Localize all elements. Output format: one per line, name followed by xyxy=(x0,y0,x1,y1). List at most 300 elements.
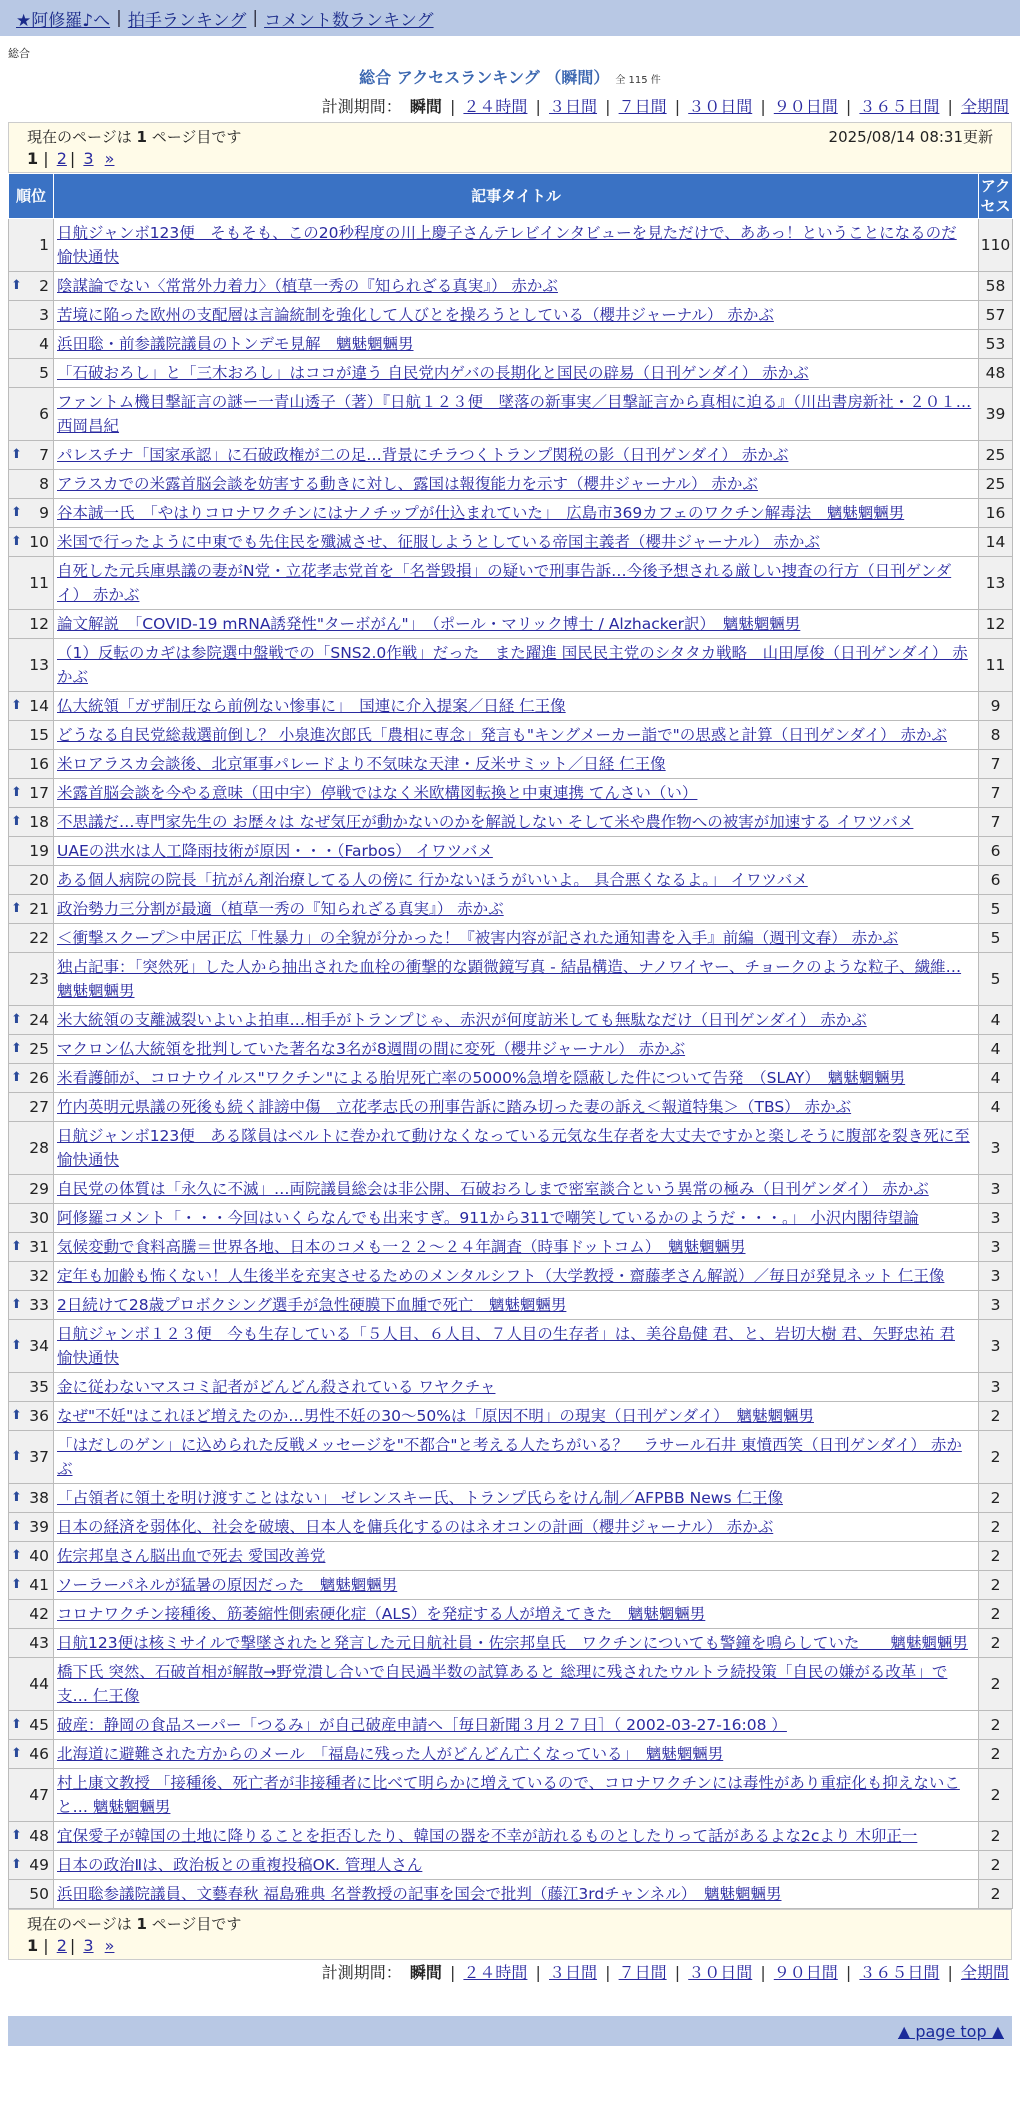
page-title-text: 総合 アクセスランキング （瞬間） xyxy=(359,68,610,87)
rank-number: 6 xyxy=(39,405,49,423)
access-count: 7 xyxy=(979,808,1013,837)
rank-number: 39 xyxy=(29,1518,49,1536)
page-prefix: 現在のページは xyxy=(27,128,132,146)
rank-number: 15 xyxy=(29,726,49,744)
period-separator: | xyxy=(674,97,681,116)
period-separator: | xyxy=(674,1963,681,1982)
rank-number: 5 xyxy=(39,364,49,382)
title-cell xyxy=(54,1204,979,1233)
rank-cell xyxy=(9,1402,54,1431)
article-link[interactable]: ソーラーパネルが猛暑の原因だった 魑魅魍魎男 xyxy=(57,1576,398,1594)
pager-top: 1 | 2 | 3 » xyxy=(27,149,115,168)
table-row xyxy=(9,1035,1013,1064)
rank-number: 7 xyxy=(39,446,49,464)
access-count: 4 xyxy=(979,1006,1013,1035)
title-cell xyxy=(54,441,979,470)
up-arrow-icon: ⬆ xyxy=(11,1041,22,1056)
article-link[interactable]: 気候変動で食料高騰＝世界各地、日本のコメも一２２～２４年調査（時事ドットコム） 魑魅魍魎男 xyxy=(57,1238,746,1256)
article-link[interactable]: 村上康文教授 「接種後、死亡者が非接種者に比べて明らかに増えているので、コロナワクチンには毒性があり重症化も抑えないこと… 魑魅魍魎男 xyxy=(57,1774,960,1816)
rank-number: 33 xyxy=(29,1296,49,1314)
article-link[interactable]: どうなる自民党総裁選前倒し？ 小泉進次郎氏「農相に専念」発言も"キングメーカー詣で"の思惑と計算（日刊ゲンダイ） 赤かぶ xyxy=(57,726,947,744)
title-cell xyxy=(54,953,979,1006)
access-count: 110 xyxy=(979,219,1013,272)
rank-number: 19 xyxy=(29,842,49,860)
title-cell xyxy=(54,1431,979,1484)
period-separator: | xyxy=(760,97,766,116)
header-rank: 順位 xyxy=(9,174,54,219)
table-row xyxy=(9,808,1013,837)
table-row xyxy=(9,219,1013,272)
page-title xyxy=(0,65,1020,88)
rank-number: 41 xyxy=(29,1576,49,1594)
rank-cell xyxy=(9,388,54,441)
article-link[interactable]: 橋下氏 突然、石破首相が解散→野党潰し合いで自民過半数の試算あると 総理に残されたウルトラ続投策「自民の嫌がる改革」で支… 仁王像 xyxy=(57,1663,948,1705)
access-count: 3 xyxy=(979,1262,1013,1291)
rank-cell xyxy=(9,837,54,866)
rank-number: 3 xyxy=(39,306,49,324)
title-cell xyxy=(54,692,979,721)
table-row xyxy=(9,721,1013,750)
table-row xyxy=(9,1851,1013,1880)
rank-number: 13 xyxy=(29,656,49,674)
article-link[interactable]: 谷本誠一氏 「やはりコロナワクチンにはナノチップが仕込まれていた」 広島市369カフェのワクチン解毒法 魑魅魍魎男 xyxy=(57,504,905,522)
rank-number: 37 xyxy=(29,1448,49,1466)
pager-page-3[interactable]: 3 xyxy=(83,1936,94,1955)
access-count: 53 xyxy=(979,330,1013,359)
up-arrow-icon: ⬆ xyxy=(11,1408,22,1423)
rank-cell xyxy=(9,1006,54,1035)
access-count: 2 xyxy=(979,1769,1013,1822)
title-cell xyxy=(54,499,979,528)
period-24h[interactable]: ２４時間 xyxy=(463,1963,528,1982)
table-row xyxy=(9,895,1013,924)
title-cell xyxy=(54,1822,979,1851)
access-count: 3 xyxy=(979,1122,1013,1175)
title-cell xyxy=(54,1600,979,1629)
period-separator: | xyxy=(535,1963,541,1982)
access-count: 7 xyxy=(979,779,1013,808)
article-link[interactable]: 米国で行ったように中東でも先住民を殲滅させ、征服しようとしている帝国主義者（櫻井ジャーナル） 赤かぶ xyxy=(57,533,820,551)
period-separator: | xyxy=(947,1963,953,1982)
period-30d[interactable]: ３０日間 xyxy=(688,97,753,116)
rank-cell xyxy=(9,610,54,639)
article-link[interactable]: 「石破おろし」と「三木おろし」はココが違う 自民党内ゲバの長期化と国民の辟易（日刊ゲンダイ） 赤かぶ xyxy=(57,364,809,382)
period-separator: | xyxy=(845,97,852,116)
ranking-table xyxy=(8,173,1013,1909)
article-link[interactable]: 金に従わないマスコミ記者がどんどん殺されている ワヤクチャ xyxy=(57,1378,496,1396)
article-link[interactable]: なぜ"不妊"はこれほど増えたのか…男性不妊の30～50%は「原因不明」の現実（日刊ゲンダイ） 魑魅魍魎男 xyxy=(57,1407,814,1425)
period-current: 瞬間 xyxy=(409,1963,442,1982)
pager-bottom: 1 | 2 | 3 » xyxy=(27,1936,115,1955)
rank-cell xyxy=(9,557,54,610)
rank-number: 49 xyxy=(29,1856,49,1874)
table-row xyxy=(9,1658,1013,1711)
rank-cell xyxy=(9,1711,54,1740)
rank-cell xyxy=(9,1600,54,1629)
up-arrow-icon: ⬆ xyxy=(11,1857,22,1872)
table-row xyxy=(9,441,1013,470)
article-link[interactable]: 米看護師が、コロナウイルス"ワクチン"による胎児死亡率の5000%急増を隠蔽した件について告発 （SLAY） 魑魅魍魎男 xyxy=(57,1069,906,1087)
title-cell xyxy=(54,1093,979,1122)
rank-cell xyxy=(9,1571,54,1600)
article-link[interactable]: ある個人病院の院長「抗がん剤治療してる人の傍に 行かないほうがいいよ。 具合悪くなるよ。」 イワツバメ xyxy=(57,871,808,889)
title-cell xyxy=(54,837,979,866)
period-separator: | xyxy=(845,1963,852,1982)
article-link[interactable]: 日航ジャンボ123便 そもそも、この20秒程度の川上慶子さんテレビインタビューを見ただけで、ああっ！ということになるのだ 愉快通快 xyxy=(57,224,957,266)
period-label: 計測期間： xyxy=(321,97,402,116)
rank-number: 22 xyxy=(29,929,49,947)
period-selector-bottom xyxy=(0,1962,1012,1984)
rank-number: 32 xyxy=(29,1267,49,1285)
article-link[interactable]: （1）反転のカギは参院選中盤戦での「SNS2.0作戦」だった また躍進 国民民主党のシタタカ戦略 山田厚俊（日刊ゲンダイ） 赤かぶ xyxy=(57,644,968,686)
table-row xyxy=(9,1402,1013,1431)
table-row xyxy=(9,1431,1013,1484)
table-row xyxy=(9,1484,1013,1513)
period-365d[interactable]: ３６５日間 xyxy=(859,1963,940,1982)
rank-number: 29 xyxy=(29,1180,49,1198)
rank-cell xyxy=(9,1320,54,1373)
article-link[interactable]: 2日続けて28歳プロボクシング選手が急性硬膜下血腫で死亡 魑魅魍魎男 xyxy=(57,1296,567,1314)
article-link[interactable]: 日航123便は核ミサイルで撃墜されたと発言した元日航社員・佐宗邦皇氏 ワクチンについても警鐘を鳴らしていた 魑魅魍魎男 xyxy=(57,1634,968,1652)
rank-cell xyxy=(9,1513,54,1542)
header-access: アクセス xyxy=(979,174,1013,219)
rank-number: 17 xyxy=(29,784,49,802)
table-header xyxy=(9,174,1013,219)
title-cell xyxy=(54,1373,979,1402)
rank-cell xyxy=(9,1658,54,1711)
up-arrow-icon: ⬆ xyxy=(11,1490,22,1505)
rank-number: 1 xyxy=(39,236,49,254)
article-link[interactable]: 不思議だ…専門家先生の お歴々は なぜ気圧が動かないのかを解説しない そして米や農作物への被害が加速する イワツバメ xyxy=(57,813,914,831)
access-count: 6 xyxy=(979,866,1013,895)
article-link[interactable]: UAEの洪水は人工降雨技術が原因・・・（Farbos） イワツバメ xyxy=(57,842,493,860)
article-link[interactable]: 自民党の体質は「永久に不滅」…両院議員総会は非公開、石破おろしまで密室談合という異常の極み（日刊ゲンダイ） 赤かぶ xyxy=(57,1180,929,1198)
rank-number: 43 xyxy=(29,1634,49,1652)
current-page-text xyxy=(27,1914,241,1934)
article-link[interactable]: アラスカでの米露首脳会談を妨害する動きに対し、露国は報復能力を示す（櫻井ジャーナル） 赤かぶ xyxy=(57,475,758,493)
period-90d[interactable]: ９０日間 xyxy=(773,1963,838,1982)
period-7d[interactable]: ７日間 xyxy=(618,97,667,116)
access-count: 2 xyxy=(979,1740,1013,1769)
up-arrow-icon: ⬆ xyxy=(11,447,22,462)
article-link[interactable]: 浜田聡参議院議員、文藝春秋 福島雅典 名誉教授の記事を国会で批判（藤江3rdチャンネル） 魑魅魍魎男 xyxy=(57,1885,782,1903)
rank-number: 38 xyxy=(29,1489,49,1507)
access-count: 16 xyxy=(979,499,1013,528)
rank-number: 4 xyxy=(39,335,49,353)
title-cell xyxy=(54,895,979,924)
rank-cell xyxy=(9,499,54,528)
rank-cell xyxy=(9,1204,54,1233)
page-suffix: ページ目です xyxy=(151,128,242,146)
rank-cell xyxy=(9,1291,54,1320)
rank-cell xyxy=(9,1233,54,1262)
table-row xyxy=(9,1093,1013,1122)
access-count: 8 xyxy=(979,721,1013,750)
up-arrow-icon: ⬆ xyxy=(11,1548,22,1563)
article-link[interactable]: コロナワクチン接種後、筋萎縮性側索硬化症（ALS）を発症する人が増えてきた 魑魅魍魎男 xyxy=(57,1605,706,1623)
access-count: 57 xyxy=(979,301,1013,330)
rank-number: 21 xyxy=(29,900,49,918)
period-separator: | xyxy=(760,1963,766,1982)
rank-cell xyxy=(9,1122,54,1175)
table-row xyxy=(9,866,1013,895)
period-90d[interactable]: ９０日間 xyxy=(773,97,838,116)
rank-number: 11 xyxy=(29,574,49,592)
article-link[interactable]: ファントム機目撃証言の謎ー一青山透子（著）『日航１２３便 墜落の新事実／目撃証言から真相に迫る』（川出書房新社・２０１… 西岡昌紀 xyxy=(57,393,972,435)
article-link[interactable]: 仏大統領「ガザ制圧なら前例ない惨事に」 国連に介入提案／日経 仁王像 xyxy=(57,697,566,715)
period-3d[interactable]: ３日間 xyxy=(549,97,598,116)
access-count: 9 xyxy=(979,692,1013,721)
rank-cell xyxy=(9,272,54,301)
article-link[interactable]: 宜保愛子が韓国の土地に降りることを拒否したり、韓国の器を不幸が訪れるものとしたりって話があるよな2cより 木卯正一 xyxy=(57,1827,918,1845)
rank-cell xyxy=(9,528,54,557)
rank-number: 10 xyxy=(29,533,49,551)
title-cell xyxy=(54,1291,979,1320)
up-arrow-icon: ⬆ xyxy=(11,698,22,713)
title-cell xyxy=(54,470,979,499)
pager-page-3[interactable]: 3 xyxy=(83,149,94,168)
article-link[interactable]: 佐宗邦皇さん脳出血で死去 愛国改善党 xyxy=(57,1547,326,1565)
up-arrow-icon: ⬆ xyxy=(11,534,22,549)
period-separator: | xyxy=(449,97,456,116)
pager-current: 1 xyxy=(27,1936,39,1955)
access-count: 2 xyxy=(979,1542,1013,1571)
article-link[interactable]: 「占領者に領土を明け渡すことはない」 ゼレンスキー氏、トランプ氏らをけん制／AFPBB News 仁王像 xyxy=(57,1489,783,1507)
table-row xyxy=(9,1769,1013,1822)
rank-cell xyxy=(9,359,54,388)
up-arrow-icon: ⬆ xyxy=(11,1717,22,1732)
table-row xyxy=(9,1064,1013,1093)
rank-cell xyxy=(9,1262,54,1291)
title-cell xyxy=(54,330,979,359)
article-link[interactable]: パレスチナ「国家承認」に石破政権が二の足…背景にチラつくトランプ関税の影（日刊ゲンダイ） 赤かぶ xyxy=(57,446,789,464)
table-row xyxy=(9,301,1013,330)
table-row xyxy=(9,1880,1013,1909)
title-cell xyxy=(54,1175,979,1204)
table-row xyxy=(9,388,1013,441)
title-cell xyxy=(54,1851,979,1880)
rank-cell xyxy=(9,1880,54,1909)
article-link[interactable]: 竹内英明元県議の死後も続く誹謗中傷 立花孝志氏の刑事告訴に踏み切った妻の訴え＜報道特集＞（TBS） 赤かぶ xyxy=(57,1098,852,1116)
rank-number: 48 xyxy=(29,1827,49,1845)
title-cell xyxy=(54,1571,979,1600)
table-row xyxy=(9,779,1013,808)
page-number: 1 xyxy=(136,1915,147,1933)
article-link[interactable]: 論文解説 「COVID-19 mRNA誘発性"ターボがん"」 （ポール・マリック博士 / Alzhacker訳） 魑魅魍魎男 xyxy=(57,615,801,633)
rank-cell xyxy=(9,1769,54,1822)
table-row xyxy=(9,359,1013,388)
title-cell xyxy=(54,359,979,388)
title-cell xyxy=(54,1711,979,1740)
rank-number: 23 xyxy=(29,970,49,988)
table-row xyxy=(9,837,1013,866)
article-link[interactable]: 北海道に避難された方からのメール 「福島に残った人がどんどん亡くなっている」 魑魅魍魎男 xyxy=(57,1745,724,1763)
title-cell xyxy=(54,1122,979,1175)
access-count: 5 xyxy=(979,953,1013,1006)
rank-number: 34 xyxy=(29,1337,49,1355)
rank-cell xyxy=(9,750,54,779)
table-row xyxy=(9,330,1013,359)
title-cell xyxy=(54,808,979,837)
title-cell xyxy=(54,301,979,330)
period-30d[interactable]: ３０日間 xyxy=(688,1963,753,1982)
access-count: 2 xyxy=(979,1600,1013,1629)
access-count: 58 xyxy=(979,272,1013,301)
title-cell xyxy=(54,388,979,441)
article-link[interactable]: 定年も加齢も怖くない！人生後半を充実させるためのメンタルシフト（大学教授・齋藤孝さん解説）／毎日が発見ネット 仁王像 xyxy=(57,1267,945,1285)
period-all[interactable]: 全期間 xyxy=(960,1963,1009,1982)
table-row xyxy=(9,528,1013,557)
rank-cell xyxy=(9,441,54,470)
access-count: 39 xyxy=(979,388,1013,441)
access-count: 6 xyxy=(979,837,1013,866)
access-count: 11 xyxy=(979,639,1013,692)
page-number: 1 xyxy=(136,128,147,146)
article-link[interactable]: 破産：静岡の食品スーパー「つるみ」が自己破産申請へ［毎日新聞３月２７日］（ 2002-03-27-16:08 ） xyxy=(57,1716,787,1734)
access-count: 25 xyxy=(979,441,1013,470)
access-count: 3 xyxy=(979,1175,1013,1204)
header-title: 記事タイトル xyxy=(54,174,979,219)
article-link[interactable]: 米露首脳会談を今やる意味（田中宇）停戦ではなく米欧構図転換と中東連携 てんさい（い） xyxy=(57,784,698,802)
table-row xyxy=(9,1740,1013,1769)
title-cell xyxy=(54,1513,979,1542)
rank-number: 36 xyxy=(29,1407,49,1425)
title-cell xyxy=(54,1064,979,1093)
title-cell xyxy=(54,1740,979,1769)
article-link[interactable]: 日本の経済を弱体化、社会を破壊、日本人を傭兵化するのはネオコンの計画（櫻井ジャーナル） 赤かぶ xyxy=(57,1518,774,1536)
table-row xyxy=(9,1122,1013,1175)
access-count: 2 xyxy=(979,1629,1013,1658)
title-cell xyxy=(54,610,979,639)
period-separator: | xyxy=(605,1963,611,1982)
breadcrumb: 総合 xyxy=(8,47,30,60)
rank-cell xyxy=(9,692,54,721)
table-row xyxy=(9,924,1013,953)
page-top-link[interactable]: ▲ page top ▲ xyxy=(897,2021,1004,2041)
rank-number: 14 xyxy=(29,697,49,715)
article-link[interactable]: 米大統領の支離滅裂いよいよ拍車…相手がトランプじゃ、赤沢が何度訪米しても無駄なだけ（日刊ゲンダイ） 赤かぶ xyxy=(57,1011,867,1029)
access-count: 14 xyxy=(979,528,1013,557)
current-page-text xyxy=(27,127,241,147)
pager-page-2[interactable]: 2 xyxy=(56,149,67,168)
pager-next[interactable]: » xyxy=(104,149,115,168)
rank-cell xyxy=(9,1093,54,1122)
period-separator: | xyxy=(947,97,953,116)
table-row xyxy=(9,1204,1013,1233)
rank-cell xyxy=(9,721,54,750)
title-cell xyxy=(54,1542,979,1571)
access-count: 2 xyxy=(979,1711,1013,1740)
article-link[interactable]: 米ロアラスカ会談後、北京軍事パレードより不気味な天津・反米サミット／日経 仁王像 xyxy=(57,755,666,773)
table-row xyxy=(9,610,1013,639)
table-row xyxy=(9,1513,1013,1542)
access-count: 2 xyxy=(979,1431,1013,1484)
rank-number: 46 xyxy=(29,1745,49,1763)
period-3d[interactable]: ３日間 xyxy=(549,1963,598,1982)
pager-next[interactable]: » xyxy=(104,1936,115,1955)
rank-cell xyxy=(9,895,54,924)
title-cell xyxy=(54,1880,979,1909)
access-count: 2 xyxy=(979,1402,1013,1431)
period-365d[interactable]: ３６５日間 xyxy=(859,97,940,116)
up-arrow-icon: ⬆ xyxy=(11,901,22,916)
title-cell xyxy=(54,557,979,610)
up-arrow-icon: ⬆ xyxy=(11,1449,22,1464)
period-7d[interactable]: ７日間 xyxy=(618,1963,667,1982)
title-cell xyxy=(54,866,979,895)
rank-number: 30 xyxy=(29,1209,49,1227)
title-cell xyxy=(54,1402,979,1431)
title-cell xyxy=(54,750,979,779)
rank-cell xyxy=(9,1175,54,1204)
up-arrow-icon: ⬆ xyxy=(11,1577,22,1592)
article-link[interactable]: マクロン仏大統領を批判していた著名な3名が8週間の間に変死（櫻井ジャーナル） 赤かぶ xyxy=(57,1040,686,1058)
period-selector-top xyxy=(0,96,1012,118)
table-row xyxy=(9,1175,1013,1204)
rank-cell xyxy=(9,1431,54,1484)
period-24h[interactable]: ２４時間 xyxy=(463,97,528,116)
title-cell xyxy=(54,721,979,750)
table-row xyxy=(9,692,1013,721)
nav-comment-ranking[interactable]: コメント数ランキング xyxy=(264,10,434,31)
title-cell xyxy=(54,1320,979,1373)
article-link[interactable]: 自死した元兵庫県議の妻がN党・立花孝志党首を「名誉毀損」の疑いで刑事告訴…今後予想される厳しい捜査の行方（日刊ゲンダイ） 赤かぶ xyxy=(57,562,952,604)
table-row xyxy=(9,1320,1013,1373)
table-row xyxy=(9,1571,1013,1600)
up-arrow-icon: ⬆ xyxy=(11,814,22,829)
up-arrow-icon: ⬆ xyxy=(11,1012,22,1027)
title-cell xyxy=(54,528,979,557)
updated-time: 2025/08/14 08:31更新 xyxy=(828,128,993,146)
nav-applause-ranking[interactable]: 拍手ランキング xyxy=(127,10,247,31)
period-all[interactable]: 全期間 xyxy=(960,97,1009,116)
table-row xyxy=(9,1006,1013,1035)
title-cell xyxy=(54,779,979,808)
rank-number: 44 xyxy=(29,1675,49,1693)
up-arrow-icon: ⬆ xyxy=(11,278,22,293)
table-row xyxy=(9,1822,1013,1851)
rank-number: 20 xyxy=(29,871,49,889)
nav-separator: | xyxy=(116,8,122,28)
access-count: 3 xyxy=(979,1320,1013,1373)
page-suffix: ページ目です xyxy=(151,1915,242,1933)
article-link[interactable]: 政治勢力三分割が最適（植草一秀の『知られざる真実』） 赤かぶ xyxy=(57,900,504,918)
article-link[interactable]: 阿修羅コメント「・・・今回はいくらなんでも出来すぎ。911から311で嘲笑しているかのようだ・・・。」 小沢内閣待望論 xyxy=(57,1209,919,1227)
rank-cell xyxy=(9,924,54,953)
up-arrow-icon: ⬆ xyxy=(11,1239,22,1254)
rank-number: 35 xyxy=(29,1378,49,1396)
title-cell xyxy=(54,1769,979,1822)
pager-page-2[interactable]: 2 xyxy=(56,1936,67,1955)
rank-number: 9 xyxy=(39,504,49,522)
article-link[interactable]: ＜衝撃スクープ＞中居正広「性暴力」の全貌が分かった！『被害内容が記された通知書を入手』前編（週刊文春） 赤かぶ xyxy=(57,929,899,947)
article-link[interactable]: 日本の政治Ⅱは、政治板との重複投稿OK. 管理人さん xyxy=(57,1856,423,1874)
up-arrow-icon: ⬆ xyxy=(11,1519,22,1534)
article-link[interactable]: 独占記事：「突然死」した人から抽出された血栓の衝撃的な顕微鏡写真 - 結晶構造、ナノワイヤー、チョークのような粒子、繊維… 魑魅魍魎男 xyxy=(57,958,962,1000)
article-link[interactable]: 陰謀論でない〈常常外力着力〉（植草一秀の『知られざる真実』） 赤かぶ xyxy=(57,277,558,295)
table-row xyxy=(9,1629,1013,1658)
article-link[interactable]: 「はだしのゲン」に込められた反戦メッセージを"不都合"と考える人たちがいる？ ラサール石井 東憤西笑（日刊ゲンダイ） 赤かぶ xyxy=(57,1436,962,1478)
article-link[interactable]: 苦境に陥った欧州の支配層は言論統制を強化して人びとを操ろうとしている（櫻井ジャーナル） 赤かぶ xyxy=(57,306,774,324)
article-link[interactable]: 浜田聡・前参議院議員のトンデモ見解 魑魅魍魎男 xyxy=(57,335,414,353)
nav-asyura-home[interactable]: ★阿修羅♪へ xyxy=(16,10,111,31)
access-count: 3 xyxy=(979,1233,1013,1262)
page-info-top xyxy=(8,122,1012,173)
rank-cell xyxy=(9,1373,54,1402)
article-link[interactable]: 日航ジャンボ１２３便 今も生存している「５人目、６人目、７人目の生存者」は、美谷島健 君、と、岩切大樹 君、矢野忠祐 君 愉快通快 xyxy=(57,1325,955,1367)
article-link[interactable]: 日航ジャンボ123便 ある隊員はベルトに巻かれて動けなくなっている元気な生存者を大丈夫ですかと楽しそうに腹部を裂き死に至 愉快通快 xyxy=(57,1127,970,1169)
rank-cell xyxy=(9,219,54,272)
